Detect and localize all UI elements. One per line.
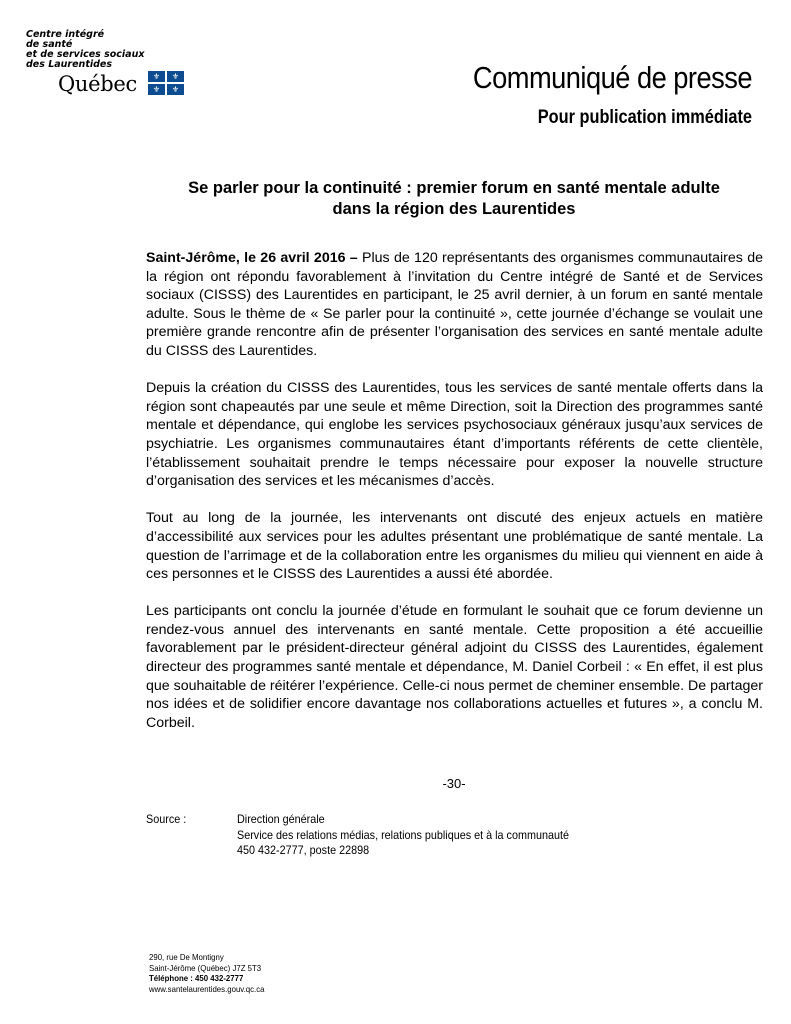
- logo-wordmark: Québec: [58, 72, 138, 96]
- press-release-headline: [145, 178, 763, 220]
- footer-city: Saint-Jérôme (Québec) J7Z 5T3: [149, 962, 262, 973]
- logo-text-line: de santé: [26, 39, 73, 50]
- footer-street: 290, rue De Montigny: [149, 952, 224, 962]
- source-label: Source :: [146, 812, 187, 826]
- logo-text-line: des Laurentides: [26, 59, 113, 70]
- paragraph-4: Les participants ont conclu la journée d’étude en formulant le souhait que ce forum devienne un rendez-vous annuel des intervenants en santé mentale. Cette proposition a été accueillie favorablement par le président-directeur général adjoint du CISSS des Laurentides, également directeur des programmes santé mentale et dépendance, M. Daniel Corbeil : « En effet, il est plus que souhaitable de réitérer l’expérience. Celle-ci nous permet de cheminer ensemble. De partager nos idées et de solidifier encore davantage nos collaborations actuelles et futures », a conclu M. Corbeil.: [146, 603, 763, 731]
- fleur-de-lis-icon: ⚜: [148, 71, 165, 82]
- source-block: [237, 812, 569, 859]
- document-subtitle: Pour publication immédiate: [537, 107, 752, 128]
- fleur-de-lis-icon: ⚜: [167, 84, 184, 95]
- dateline: Saint-Jérôme, le 26 avril 2016 –: [146, 250, 358, 266]
- logo-text-line: Centre intégré: [26, 29, 105, 40]
- footer-website: www.santelaurentides.gouv.qc.ca: [149, 983, 265, 994]
- footer-phone: Téléphone : 450 432-2777: [149, 973, 244, 983]
- paragraph-3: Tout au long de la journée, les intervenants ont discuté des enjeux actuels en matière d’accessibilité aux services pour les adultes présentant une problématique de santé mentale. La question de l’arrimage et de la collaboration entre les organismes du milieu qui viennent en aide à ces personnes et le CISSS des Laurentides a aussi été abordée.: [146, 510, 763, 583]
- paragraph-1: [146, 249, 763, 361]
- headline-line: Se parler pour la continuité : premier forum en santé mentale adulte: [188, 179, 720, 197]
- headline-line: dans la région des Laurentides: [332, 200, 576, 218]
- source-line: Service des relations médias, relations publiques et à la communauté: [237, 827, 569, 842]
- footer-address: [149, 952, 264, 994]
- fleur-de-lis-icon: ⚜: [148, 84, 165, 95]
- logo-text-line: et de services sociaux: [26, 49, 145, 60]
- paragraph-1-text: Plus de 120 représentants des organismes communautaires de la région ont répondu favorablement à l’invitation du Centre intégré de Santé et de Services sociaux (CISSS) des Laurentides en participant, le 25 avril dernier, à un forum en santé mentale adulte. Sous le thème de « Se parler pour la continuité », cette journée d’échange se voulait une première grande rencontre afin de présenter l’organisation des services en santé mentale adulte du CISSS des Laurentides.: [146, 250, 763, 359]
- fleur-de-lis-icon: ⚜: [167, 71, 184, 82]
- document-title: Communiqué de presse: [472, 60, 752, 95]
- paragraph-2: Depuis la création du CISSS des Laurentides, tous les services de santé mentale offerts dans la région sont chapeautés par une seule et même Direction, soit la Direction des programmes santé mentale et dépendance, qui englobe les services psychosociaux généraux jusqu’aux services de psychiatrie. Les organismes communautaires étant d’importants référents de cette clientèle, l’établissement souhaitait prendre le temps nécessaire pour exposer la nouvelle structure d’organisation des services et les mécanismes d’accès.: [146, 380, 763, 490]
- source-line: 450 432-2777, poste 22898: [237, 843, 370, 857]
- source-line: Direction générale: [237, 812, 325, 826]
- press-release-body: [146, 249, 763, 751]
- end-mark: -30-: [442, 776, 466, 791]
